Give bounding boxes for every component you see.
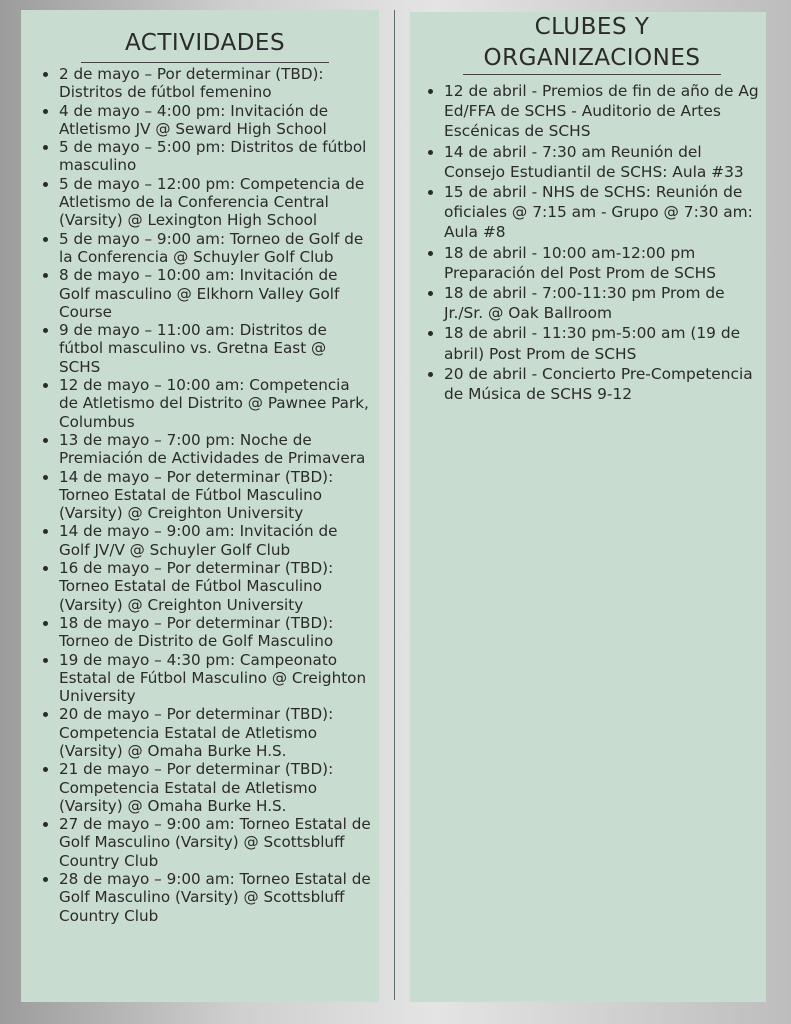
clubes-heading-underline xyxy=(463,74,721,75)
actividades-list-item: • 9 de mayo – 11:00 am: Distritos de fútbol masculino vs. Gretna East @ SCHS xyxy=(59,321,371,376)
actividades-list-item: • 5 de mayo – 9:00 am: Torneo de Golf de la Conferencia @ Schuyler Golf Club xyxy=(59,230,371,267)
actividades-list-item: • 2 de mayo – Por determinar (TBD): Distritos de fútbol femenino xyxy=(59,65,371,102)
clubes-list-item: • 14 de abril - 7:30 am Reunión del Consejo Estudiantil de SCHS: Aula #33 xyxy=(444,142,760,182)
clubes-list xyxy=(424,81,760,404)
actividades-heading-underline xyxy=(81,62,329,63)
clubes-heading xyxy=(424,12,760,74)
actividades-list-item: • 14 de mayo – Por determinar (TBD): Torneo Estatal de Fútbol Masculino (Varsity) @ Creighton University xyxy=(59,468,371,523)
actividades-list xyxy=(39,65,371,925)
actividades-list-item: • 27 de mayo – 9:00 am: Torneo Estatal de Golf Masculino (Varsity) @ Scottsbluff Country Club xyxy=(59,815,371,870)
actividades-list-item: • 12 de mayo – 10:00 am: Competencia de Atletismo del Distrito @ Pawnee Park, Columbus xyxy=(59,376,371,431)
actividades-list-item: • 28 de mayo – 9:00 am: Torneo Estatal de Golf Masculino (Varsity) @ Scottsbluff Country Club xyxy=(59,870,371,925)
clubes-list-item: • 12 de abril - Premios de fin de año de Ag Ed/FFA de SCHS - Auditorio de Artes Escénicas de SCHS xyxy=(444,81,760,142)
actividades-panel xyxy=(21,10,379,1002)
actividades-list-item: • 13 de mayo – 7:00 pm: Noche de Premiación de Actividades de Primavera xyxy=(59,431,371,468)
actividades-list-item: • 4 de mayo – 4:00 pm: Invitación de Atletismo JV @ Seward High School xyxy=(59,102,371,139)
actividades-list-item: • 8 de mayo – 10:00 am: Invitación de Golf masculino @ Elkhorn Valley Golf Course xyxy=(59,266,371,321)
clubes-list-item: • 20 de abril - Concierto Pre-Competencia de Música de SCHS 9-12 xyxy=(444,364,760,404)
actividades-list-item: • 5 de mayo – 12:00 pm: Competencia de Atletismo de la Conferencia Central (Varsity) @ Lexington High School xyxy=(59,175,371,230)
actividades-list-item: • 18 de mayo – Por determinar (TBD): Torneo de Distrito de Golf Masculino xyxy=(59,614,371,651)
column-divider xyxy=(394,10,395,1000)
actividades-list-item: • 19 de mayo – 4:30 pm: Campeonato Estatal de Fútbol Masculino @ Creighton University xyxy=(59,651,371,706)
actividades-list-item: • 5 de mayo – 5:00 pm: Distritos de fútbol masculino xyxy=(59,138,371,175)
actividades-heading: ACTIVIDADES xyxy=(124,30,286,56)
clubes-list-item: • 18 de abril - 11:30 pm-5:00 am (19 de abril) Post Prom de SCHS xyxy=(444,323,760,363)
clubes-list-item: • 18 de abril - 7:00-11:30 pm Prom de Jr./Sr. @ Oak Ballroom xyxy=(444,283,760,323)
clubes-list-item: • 15 de abril - NHS de SCHS: Reunión de oficiales @ 7:15 am - Grupo @ 7:30 am: Aula #8 xyxy=(444,182,760,243)
clubes-list-item: • 18 de abril - 10:00 am-12:00 pm Preparación del Post Prom de SCHS xyxy=(444,243,760,283)
actividades-list-item: • 14 de mayo – 9:00 am: Invitación de Golf JV/V @ Schuyler Golf Club xyxy=(59,522,371,559)
clubes-heading-line1: CLUBES Y xyxy=(534,14,650,40)
actividades-list-item: • 20 de mayo – Por determinar (TBD): Competencia Estatal de Atletismo (Varsity) @ Omaha Burke H.S. xyxy=(59,705,371,760)
actividades-list-item: • 21 de mayo – Por determinar (TBD): Competencia Estatal de Atletismo (Varsity) @ Omaha Burke H.S. xyxy=(59,760,371,815)
clubes-panel xyxy=(410,12,766,1002)
clubes-heading-line2: ORGANIZACIONES xyxy=(483,45,701,71)
actividades-list-item: • 16 de mayo – Por determinar (TBD): Torneo Estatal de Fútbol Masculino (Varsity) @ Creighton University xyxy=(59,559,371,614)
